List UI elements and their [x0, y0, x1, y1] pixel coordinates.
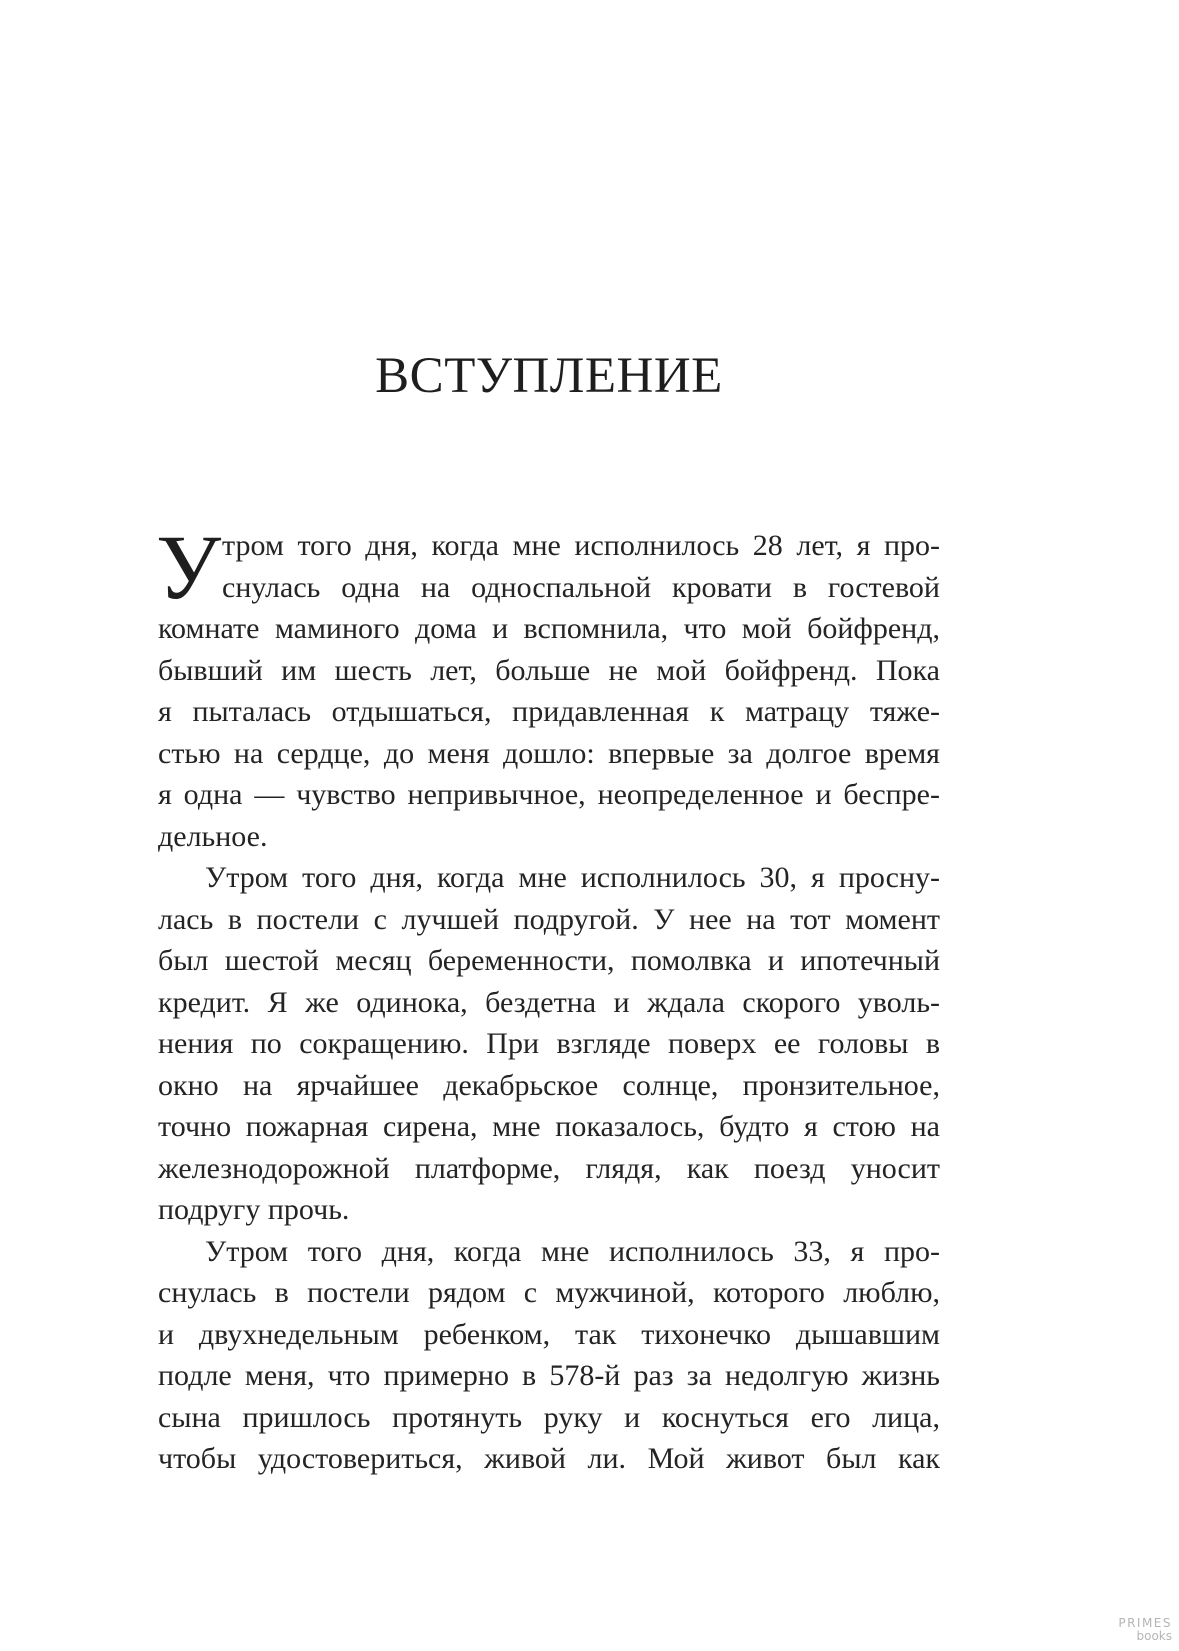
- text-line: кредит. Я же одинока, бездетна и ждала скорого уволь-: [158, 985, 940, 1019]
- body-text: [156, 516, 940, 1480]
- text-line: стью на сердце, до меня дошло: впервые за долгое время: [158, 736, 940, 770]
- text-line: был шестой месяц беременности, помолвка и ипотечный: [158, 944, 940, 977]
- drop-cap: У: [156, 516, 222, 618]
- text-line: железнодорожной платформе, глядя, как поезд уносит: [158, 1151, 940, 1185]
- paragraph-2: [158, 857, 940, 1231]
- text-line: точно пожарная сирена, мне показалось, будто я стою на: [158, 1110, 940, 1143]
- text-line: я одна — чувство непривычное, неопределенное и беспре-: [158, 778, 940, 811]
- text-line: подругу прочь.: [158, 1193, 350, 1226]
- watermark-line-2: books: [1136, 1629, 1172, 1643]
- publisher-watermark: [1118, 1616, 1172, 1643]
- text-line: снулась в постели рядом с мужчиной, которого люблю,: [158, 1276, 940, 1309]
- paragraph-1: [158, 525, 940, 857]
- text-line: чтобы удостовериться, живой ли. Мой живот был как: [158, 1442, 940, 1475]
- text-line: подле меня, что примерно в 578-й раз за недолгую жизнь: [158, 1359, 940, 1392]
- text-line: дельное.: [158, 819, 268, 853]
- text-line: снулась одна на односпальной кровати в гостевой: [222, 570, 940, 604]
- paragraph-3: [158, 1231, 940, 1480]
- text-line: Утром того дня, когда мне исполнилось 30, я просну-: [205, 861, 940, 894]
- text-line: нения по сокращению. При взгляде поверх ее головы в: [158, 1027, 940, 1060]
- text-line: и двухнедельным ребенком, так тихонечко дышавшим: [158, 1317, 940, 1351]
- text-line: тром того дня, когда мне исполнилось 28 лет, я про-: [222, 529, 940, 562]
- text-line: сына пришлось протянуть руку и коснуться его лица,: [158, 1400, 940, 1434]
- text-line: Утром того дня, когда мне исполнилось 33, я про-: [205, 1234, 940, 1268]
- watermark-line-1: PRIMES: [1118, 1616, 1172, 1630]
- text-line: бывший им шесть лет, больше не мой бойфренд. Пока: [158, 653, 940, 687]
- text-line: окно на ярчайшее декабрьское солнце, пронзительное,: [158, 1068, 940, 1102]
- text-line: комнате маминого дома и вспомнила, что мой бойфренд,: [158, 612, 940, 645]
- text-line: я пыталась отдышаться, придавленная к матрацу тяже-: [158, 695, 940, 728]
- text-line: лась в постели с лучшей подругой. У нее на тот момент: [158, 902, 940, 936]
- chapter-title: ВСТУПЛЕНИЕ: [375, 348, 723, 404]
